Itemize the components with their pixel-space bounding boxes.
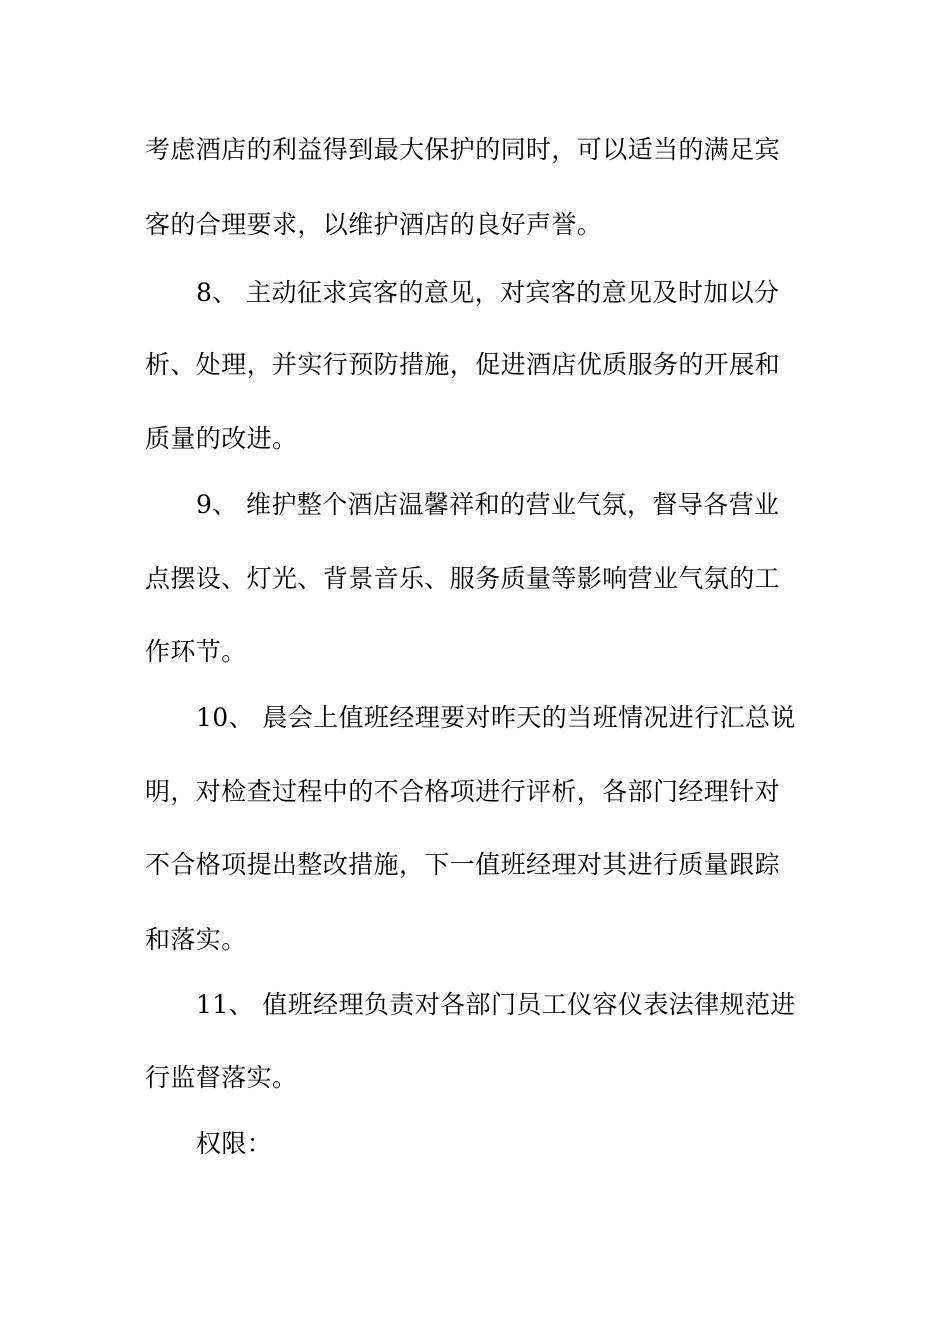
text-line: 9、 维护整个酒店温馨祥和的营业气氛，督导各营业 xyxy=(196,490,780,519)
text-line: 客的合理要求，以维护酒店的良好声誉。 xyxy=(145,210,603,239)
text-line: 和落实。 xyxy=(145,925,247,954)
text-line: 8、 主动征求宾客的意见，对宾客的意见及时加以分 xyxy=(196,278,780,307)
text-line: 作环节。 xyxy=(145,637,247,666)
text-line: 11、 值班经理负责对各部门员工仪容仪表法律规范进 xyxy=(196,990,796,1019)
text-line: 考虑酒店的利益得到最大保护的同时，可以适当的满足宾 xyxy=(145,135,781,164)
text-line: 点摆设、灯光、背景音乐、服务质量等影响营业气氛的工 xyxy=(145,564,781,593)
text-line: 权限： xyxy=(196,1129,273,1158)
text-line: 析、处理，并实行预防措施，促进酒店优质服务的开展和 xyxy=(145,350,781,379)
text-line: 质量的改进。 xyxy=(145,424,298,453)
text-line: 行监督落实。 xyxy=(145,1063,298,1092)
text-line: 10、 晨会上值班经理要对昨天的当班情况进行汇总说 xyxy=(196,703,796,732)
text-line: 不合格项提出整改措施，下一值班经理对其进行质量跟踪 xyxy=(145,850,781,879)
text-line: 明，对检查过程中的不合格项进行评析，各部门经理针对 xyxy=(145,777,781,806)
